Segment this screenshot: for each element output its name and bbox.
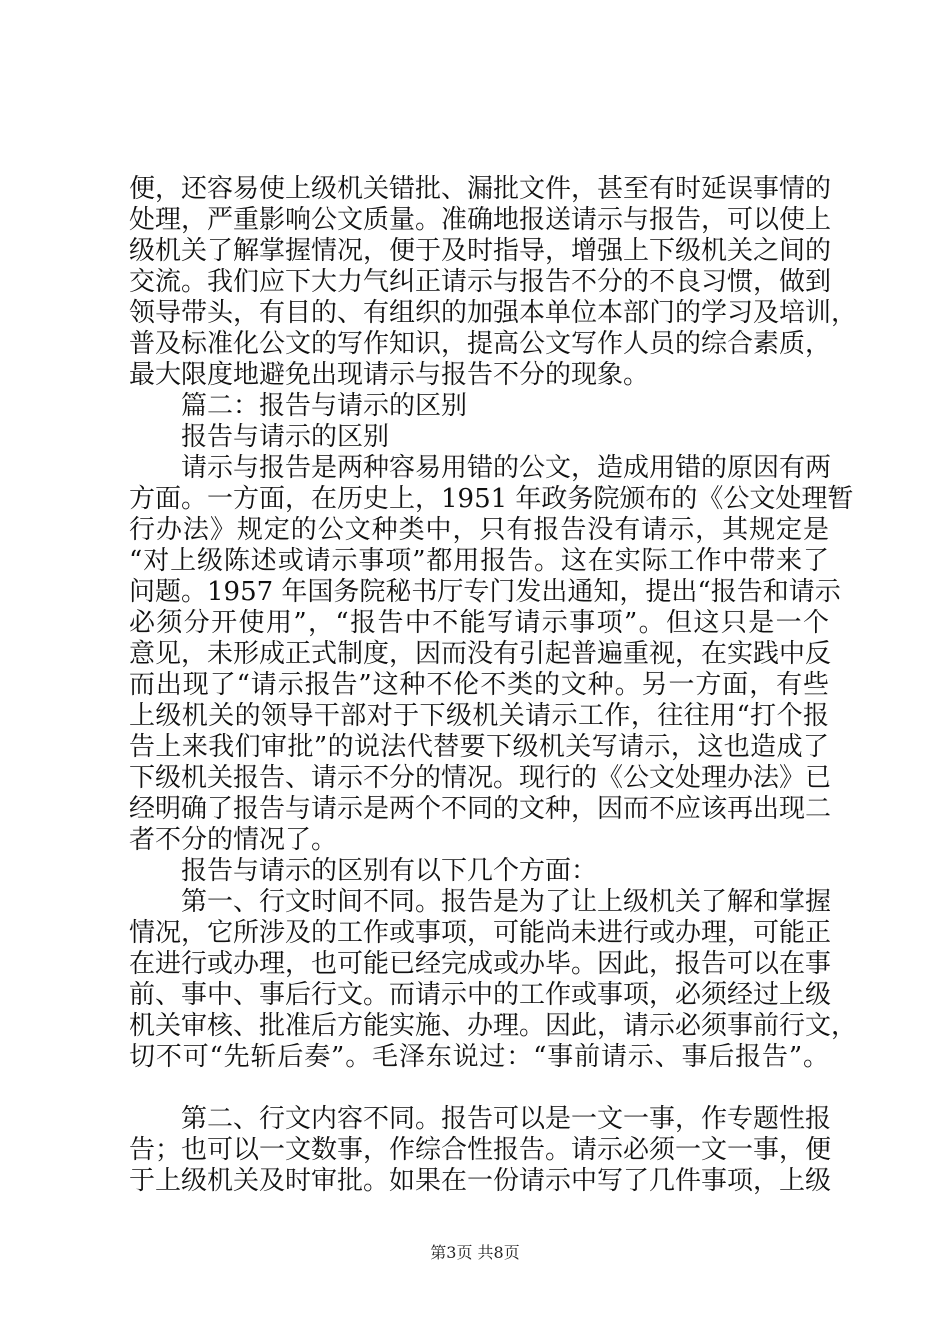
- text-line: 方面。一方面，在历史上，1951 年政务院颁布的《公文处理暂: [129, 484, 854, 514]
- text-line: 报告与请示的区别: [181, 422, 390, 452]
- text-line: 最大限度地避免出现请示与报告不分的现象。: [129, 360, 650, 390]
- text-line: 第二、行文内容不同。报告可以是一文一事，作专题性报: [181, 1104, 832, 1134]
- text-line: 便，还容易使上级机关错批、漏批文件，甚至有时延误事情的: [129, 174, 832, 204]
- blank-line: [129, 1073, 829, 1104]
- text-line: 交流。我们应下大力气纠正请示与报告不分的不良习惯，做到: [129, 267, 832, 297]
- text-line: 下级机关报告、请示不分的情况。现行的《公文处理办法》已: [129, 763, 832, 793]
- text-line: 经明确了报告与请示是两个不同的文种，因而不应该再出现二: [129, 794, 832, 824]
- text-line: 者不分的情况了。: [129, 825, 338, 855]
- text-line: 行办法》规定的公文种类中，只有报告没有请示，其规定是: [129, 515, 829, 545]
- text-line: 处理，严重影响公文质量。准确地报送请示与报告，可以使上: [129, 205, 832, 235]
- text-line: 普及标准化公文的写作知识，提高公文写作人员的综合素质，: [129, 329, 832, 359]
- text-line: 告；也可以一文数事，作综合性报告。请示必须一文一事，便: [129, 1135, 832, 1165]
- text-line: 意见，未形成正式制度，因而没有引起普遍重视，在实践中反: [129, 639, 832, 669]
- text-line: 在进行或办理，也可能已经完成或办毕。因此，报告可以在事: [129, 949, 832, 979]
- text-line: 告上来我们审批”的说法代替要下级机关写请示，这也造成了: [129, 732, 829, 762]
- text-line: 篇二：报告与请示的区别: [181, 391, 468, 421]
- text-line: “对上级陈述或请示事项”都用报告。这在实际工作中带来了: [129, 546, 829, 576]
- text-line: 切不可“先斩后奏”。毛泽东说过：“事前请示、事后报告”。: [129, 1042, 829, 1072]
- text-line: 必须分开使用”，“报告中不能写请示事项”。但这只是一个: [129, 608, 829, 638]
- text-line: 第一、行文时间不同。报告是为了让上级机关了解和掌握: [181, 887, 832, 917]
- text-line: 级机关了解掌握情况，便于及时指导，增强上下级机关之间的: [129, 236, 832, 266]
- text-line: 问题。1957 年国务院秘书厅专门发出通知，提出“报告和请示: [129, 577, 841, 607]
- text-line: 情况，它所涉及的工作或事项，可能尚未进行或办理，可能正: [129, 918, 832, 948]
- text-line: 上级机关的领导干部对于下级机关请示工作，往往用“打个报: [129, 701, 829, 731]
- page-footer: 第3页 共8页: [430, 1243, 520, 1262]
- text-line: 而出现了“请示报告”这种不伦不类的文种。另一方面，有些: [129, 670, 829, 700]
- document-body: [129, 174, 858, 1197]
- text-line: 于上级机关及时审批。如果在一份请示中写了几件事项，上级: [129, 1166, 832, 1196]
- text-line: 领导带头，有目的、有组织的加强本单位本部门的学习及培训，: [129, 298, 858, 328]
- text-line: 前、事中、事后行文。而请示中的工作或事项，必须经过上级: [129, 980, 832, 1010]
- text-line: 报告与请示的区别有以下几个方面：: [181, 856, 598, 886]
- text-line: 机关审核、批准后方能实施、办理。因此，请示必须事前行文，: [129, 1011, 858, 1041]
- text-line: 请示与报告是两种容易用错的公文，造成用错的原因有两: [181, 453, 832, 483]
